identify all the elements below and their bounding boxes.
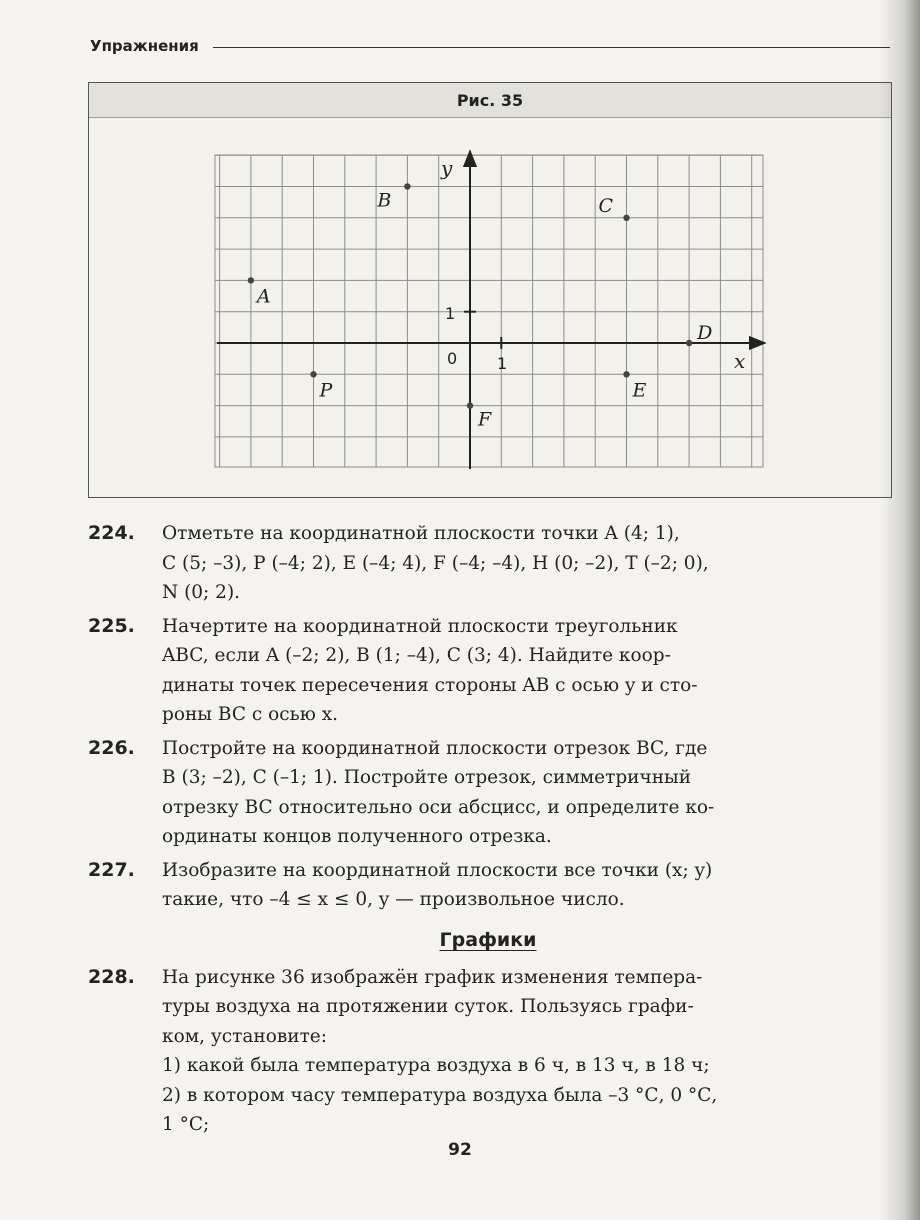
section-heading bbox=[88, 929, 888, 951]
text-line: ординаты концов полученного отрезка. bbox=[162, 826, 552, 847]
point-p-label: P bbox=[319, 379, 333, 402]
exercise-224 bbox=[88, 519, 888, 608]
exercise-228 bbox=[88, 963, 888, 1140]
unit-x-label: 1 bbox=[497, 354, 508, 373]
exercise-text bbox=[162, 856, 888, 915]
text-line: Отметьте на координатной плоскости точки A (4; 1), bbox=[162, 523, 680, 544]
page-number: 92 bbox=[448, 1140, 472, 1160]
text-line: На рисунке 36 изображён график изменения темпера- bbox=[162, 966, 703, 988]
point-d-marker bbox=[686, 340, 692, 346]
text-line: Постройте на координатной плоскости отрезок BC, где bbox=[162, 737, 708, 759]
point-f-marker bbox=[467, 402, 473, 408]
page-edge-shadow bbox=[880, 0, 920, 1220]
point-e-label: E bbox=[632, 379, 647, 402]
point-e-marker bbox=[623, 371, 629, 377]
origin-label: 0 bbox=[447, 349, 458, 368]
text-line: Начертите на координатной плоскости треугольник bbox=[162, 615, 678, 637]
point-b-marker bbox=[404, 183, 410, 189]
point-b-label: B bbox=[377, 189, 392, 212]
exercise-number: 226. bbox=[88, 736, 135, 759]
text-line: такие, что –4 ≤ x ≤ 0, y — произвольное число. bbox=[162, 889, 625, 910]
point-a-label: A bbox=[256, 285, 271, 308]
points bbox=[248, 183, 713, 430]
text-line: 1) какой была температура воздуха в 6 ч, в 13 ч, в 18 ч; bbox=[162, 1055, 710, 1076]
y-axis-label: y bbox=[441, 156, 453, 180]
exercise-text bbox=[162, 963, 888, 1140]
text-line: B (3; –2), C (–1; 1). Постройте отрезок, симметричный bbox=[162, 767, 692, 788]
point-f-label: F bbox=[478, 408, 492, 431]
header-rule bbox=[213, 47, 890, 48]
exercise-text bbox=[162, 734, 888, 852]
text-line: N (0; 2). bbox=[162, 582, 241, 603]
exercise-number: 228. bbox=[88, 965, 135, 988]
exercise-number: 227. bbox=[88, 858, 135, 881]
exercise-text bbox=[162, 612, 888, 730]
page-header bbox=[90, 34, 890, 58]
text-line: туры воздуха на протяжении суток. Пользуясь графи- bbox=[162, 996, 694, 1017]
figure-35 bbox=[88, 82, 892, 498]
point-c-marker bbox=[623, 215, 629, 221]
exercise-text bbox=[162, 519, 888, 608]
text-line: 2) в котором часу температура воздуха была –3 °С, 0 °С, bbox=[162, 1084, 718, 1106]
text-line: C (5; –3), P (–4; 2), E (–4; 4), F (–4; –4), H (0; –2), T (–2; 0), bbox=[162, 552, 709, 574]
exercise-225 bbox=[88, 612, 888, 730]
section-header-title: Упражнения bbox=[90, 37, 199, 55]
text-line: Изобразите на координатной плоскости все точки (x; y) bbox=[162, 859, 713, 881]
exercise-number: 224. bbox=[88, 522, 135, 544]
unit-y-label: 1 bbox=[445, 304, 456, 323]
figure-title: Рис. 35 bbox=[456, 90, 524, 110]
text-line: роны BC с осью x. bbox=[162, 704, 339, 725]
text-line: отрезку BC относительно оси абсцисс, и определите ко- bbox=[162, 796, 715, 818]
exercise-226 bbox=[88, 734, 888, 852]
x-axis-label: x bbox=[734, 349, 746, 373]
point-a-marker bbox=[248, 277, 254, 283]
text-line: 1 °С; bbox=[162, 1114, 210, 1135]
text-line: ABC, если A (–2; 2), B (1; –4), C (3; 4). Найдите коор- bbox=[162, 645, 671, 666]
section-title: Графики bbox=[439, 928, 537, 951]
text-line: динаты точек пересечения стороны AB с осью y и сто- bbox=[162, 674, 698, 696]
exercises-list bbox=[88, 519, 888, 1144]
point-d-label: D bbox=[697, 322, 713, 344]
exercise-227 bbox=[88, 856, 888, 915]
text-line: ком, установите: bbox=[162, 1025, 327, 1047]
point-p-marker bbox=[310, 371, 316, 377]
point-c-label: C bbox=[598, 194, 614, 217]
exercise-number: 225. bbox=[88, 614, 135, 637]
coordinate-plane bbox=[89, 83, 891, 497]
